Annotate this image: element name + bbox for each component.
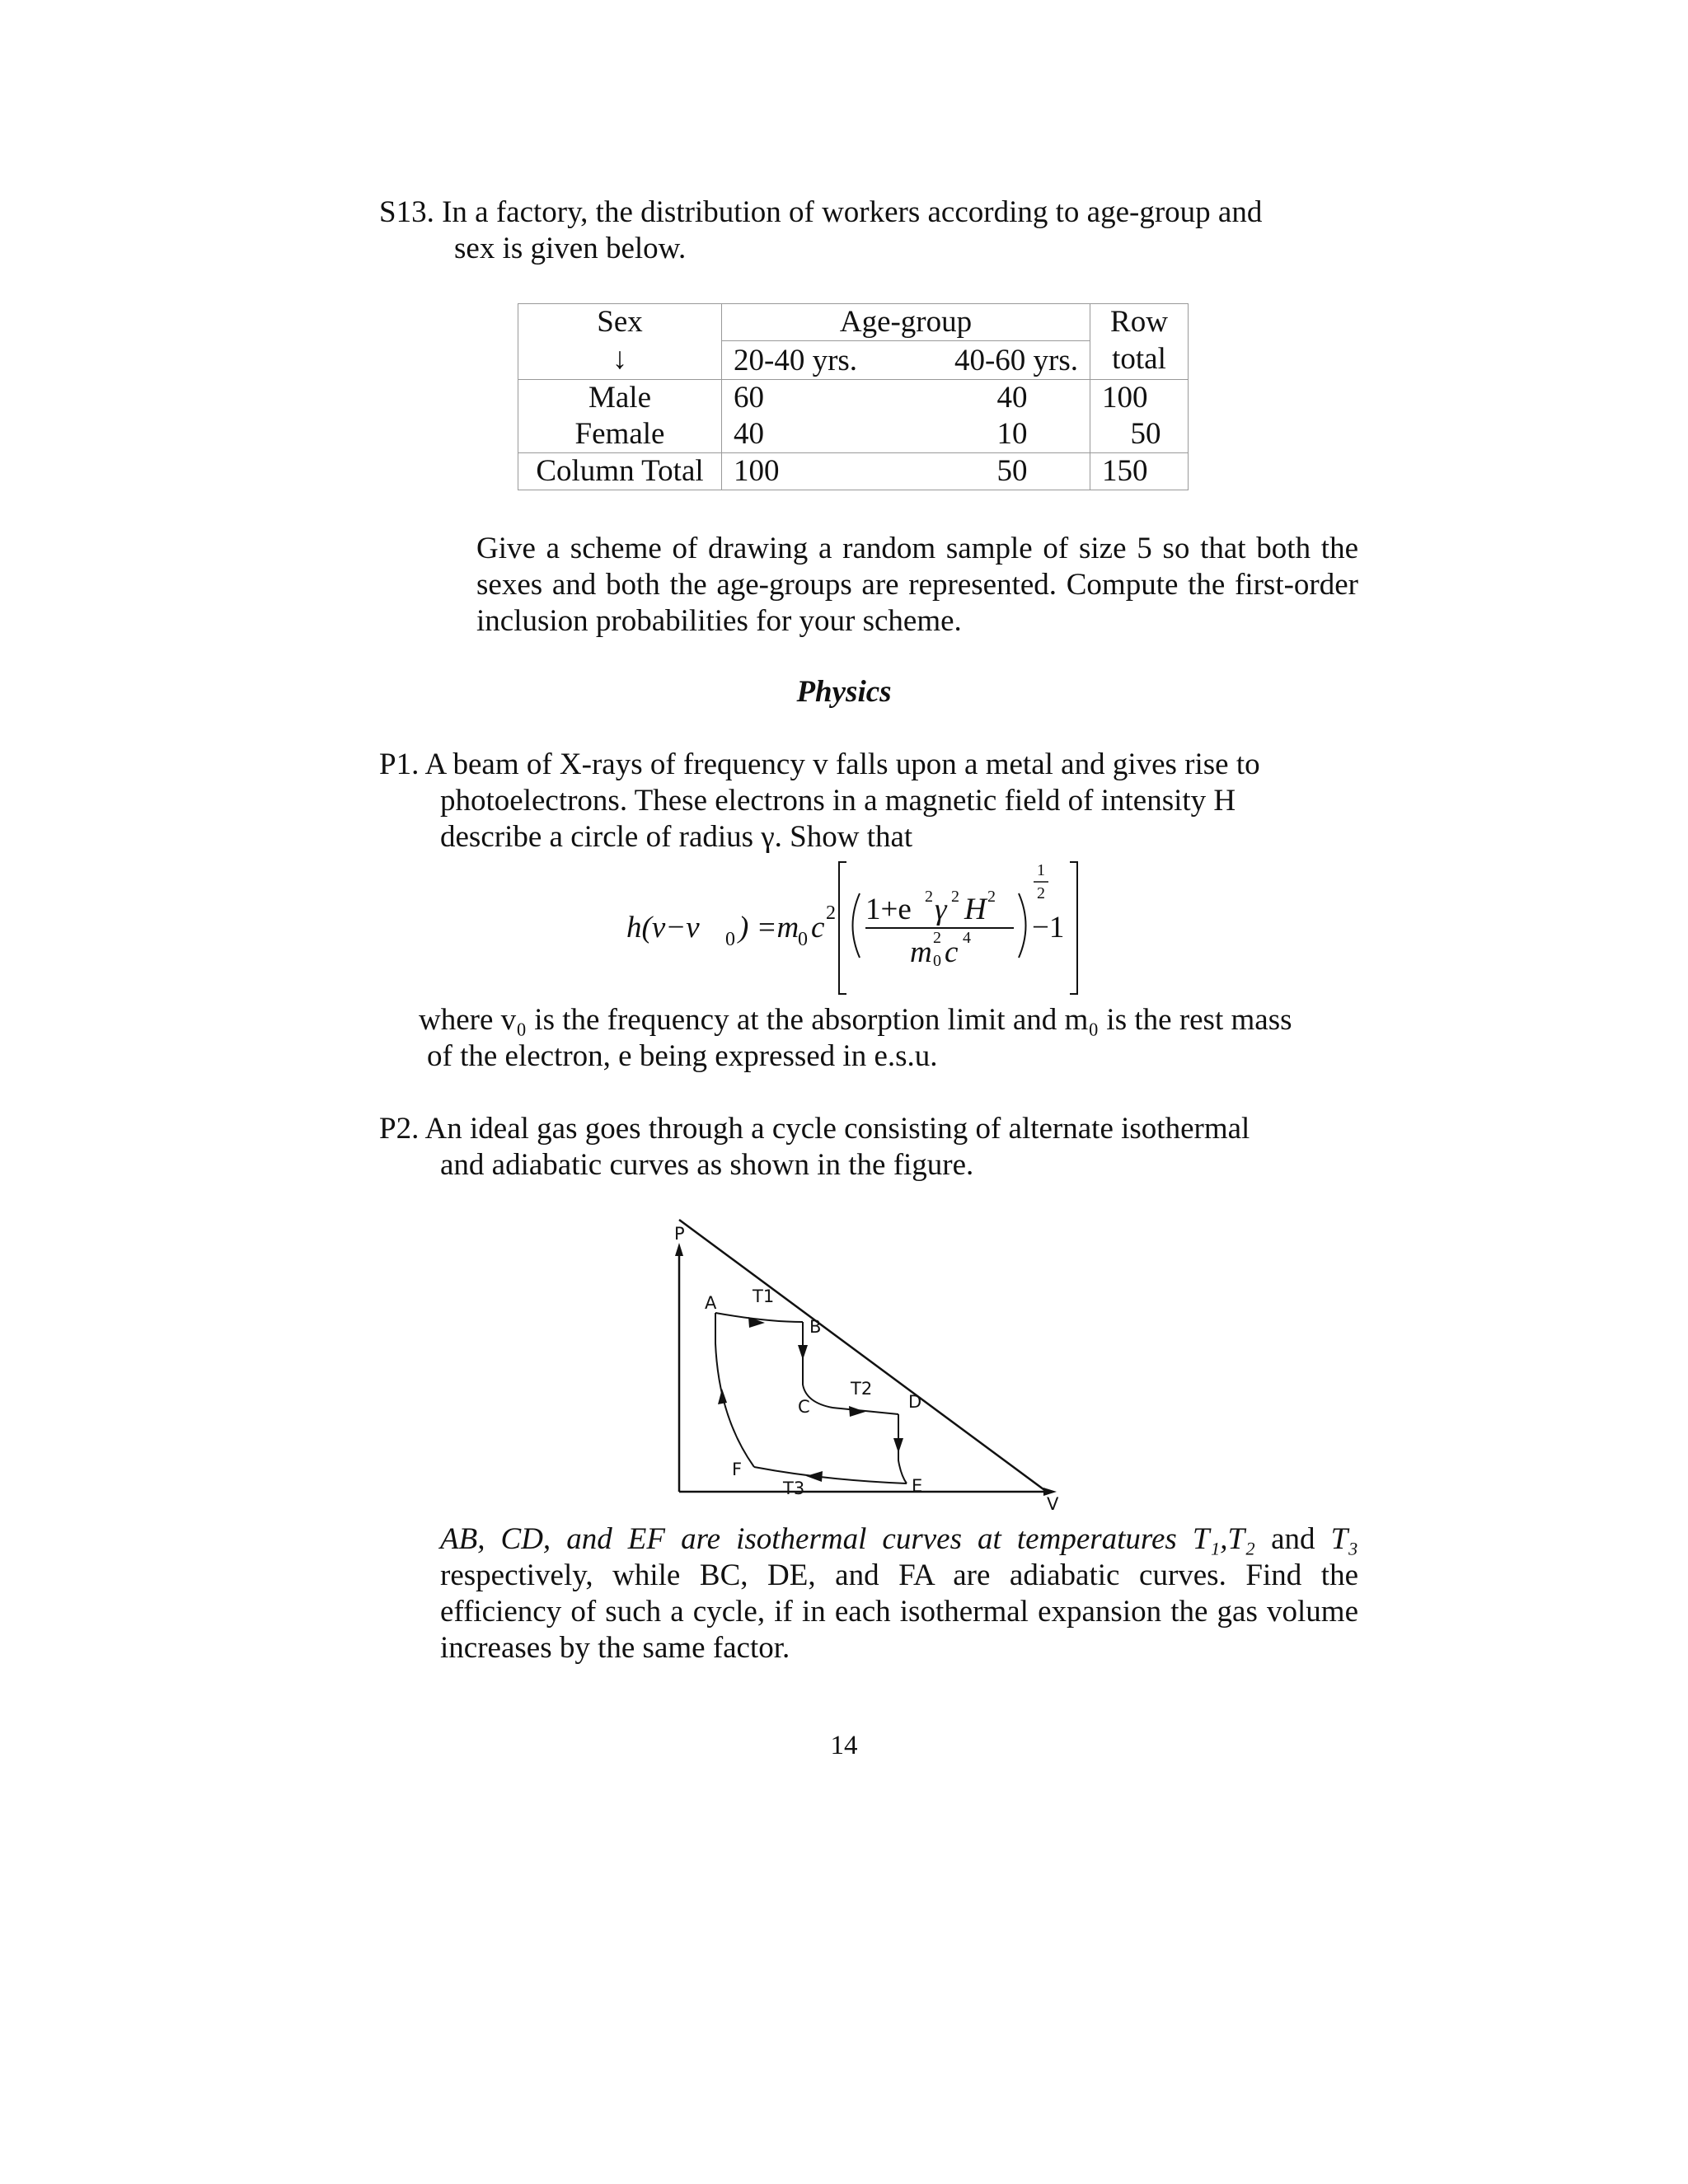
point-D-label: D — [908, 1392, 922, 1412]
table-cell: 40 — [935, 380, 1090, 417]
formula-gamma: γ — [935, 893, 947, 926]
formula-lhs-sub: 0 — [725, 929, 735, 950]
temperature-T2-label: T2 — [851, 1379, 873, 1399]
formula-m-sub: 0 — [798, 929, 808, 950]
formula-exp-den: 2 — [1037, 884, 1045, 902]
table-row-label: Female — [518, 416, 722, 453]
formula-den-c: c — [945, 935, 959, 969]
age-40-60-header: 40-60 yrs. — [935, 341, 1090, 380]
formula-num: 1+e — [865, 893, 912, 926]
formula-den-m: m — [910, 935, 932, 969]
section-heading-physics: Physics — [796, 675, 892, 709]
table-cell: 100 — [722, 453, 935, 490]
page-number: 14 — [830, 1731, 858, 1760]
pv-diagram — [659, 1220, 1071, 1514]
question-s13 — [379, 194, 1358, 267]
table-cell: 50 — [1090, 416, 1189, 453]
s13-task: Give a scheme of drawing a random sample of size 5 so that both the sexes and both the age-groups are represented. Compute the first-order inclusion probabilities for your scheme. — [476, 532, 1358, 638]
temperature-T1-label: T1 — [753, 1286, 775, 1306]
p-axis-label: P — [674, 1224, 685, 1244]
table-row-label: Male — [518, 380, 722, 417]
table-cell: 50 — [935, 453, 1090, 490]
row-total-header-1: Row — [1090, 304, 1189, 341]
formula-H: H — [964, 893, 987, 926]
formula-H-sup: 2 — [987, 888, 996, 906]
question-p1 — [379, 747, 1358, 855]
age-20-40-header: 20-40 yrs. — [722, 341, 935, 380]
formula-c: c — [811, 911, 825, 944]
p1-where — [419, 1002, 1358, 1075]
point-C-label: C — [798, 1397, 810, 1417]
table-cell: 60 — [722, 380, 935, 417]
sex-header: Sex — [518, 304, 722, 341]
formula-c-sup: 2 — [826, 902, 836, 924]
table-cell: 150 — [1090, 453, 1189, 490]
point-F-label: F — [732, 1460, 743, 1479]
s13-line2: sex is given below. — [454, 232, 687, 265]
question-p2 — [379, 1111, 1358, 1183]
p1-line3: describe a circle of radius γ. Show that — [440, 820, 913, 854]
formula-exp-bar — [1034, 880, 1050, 883]
formula-minus-one: −1 — [1032, 911, 1065, 944]
p1-formula — [577, 847, 1154, 1012]
sex-arrow: ↓ — [518, 341, 722, 380]
p2-label: P2. — [379, 1112, 420, 1146]
formula-lhs: h(v−v — [626, 911, 700, 944]
p1-where-line1: where v₀ is the frequency at the absorption limit and m₀ is the rest mass — [419, 1003, 1292, 1037]
s13-label: S13. — [379, 195, 434, 229]
point-B-label: B — [809, 1317, 822, 1337]
axes — [675, 1220, 1057, 1496]
formula-den-c-sup: 4 — [963, 929, 971, 947]
formula-brackets — [577, 847, 1154, 1012]
table-cell: 10 — [935, 416, 1090, 453]
age-group-header: Age-group — [722, 304, 1090, 341]
p1-line2: photoelectrons. These electrons in a magnetic field of intensity H — [440, 784, 1236, 818]
p2-line1: P2. An ideal gas goes through a cycle consisting of alternate isothermal — [379, 1112, 1250, 1146]
p1-line1: P1. A beam of X-rays of frequency v falls upon a metal and gives rise to — [379, 748, 1260, 781]
distribution-table — [518, 303, 1189, 490]
formula-den-m-sup: 2 — [933, 929, 941, 947]
v-axis-label: V — [1047, 1494, 1059, 1514]
cycle-curves — [715, 1313, 907, 1483]
temperature-T3-label: T3 — [783, 1479, 805, 1498]
point-A-label: A — [705, 1293, 717, 1313]
point-E-label: E — [912, 1476, 923, 1496]
p1-label: P1. — [379, 748, 420, 781]
formula-gamma-sup: 2 — [951, 888, 959, 906]
formula-e-sup: 2 — [925, 888, 933, 906]
table-cell: 100 — [1090, 380, 1189, 417]
formula-den-m-sub: 0 — [933, 952, 941, 970]
table-cell: 40 — [722, 416, 935, 453]
p2-line2: and adiabatic curves as shown in the figure. — [440, 1148, 974, 1182]
p1-where-line2: of the electron, e being expressed in e.s.u. — [427, 1039, 938, 1073]
formula-lhs-close: ) =m — [738, 911, 799, 944]
row-total-header-2: total — [1090, 341, 1189, 380]
table-row-label: Column Total — [518, 453, 722, 490]
p2-description: AB, CD, and EF are isothermal curves at temperatures T₁,T₂ and T₃ respectively, while BC, DE, and FA are adiabatic curves. Find the efficiency of such a cycle, if in each isothermal expansion the gas volume increases by the same factor. — [440, 1522, 1359, 1665]
formula-exp-num: 1 — [1037, 861, 1045, 879]
s13-line1: S13. In a factory, the distribution of workers according to age-group and — [379, 195, 1263, 229]
